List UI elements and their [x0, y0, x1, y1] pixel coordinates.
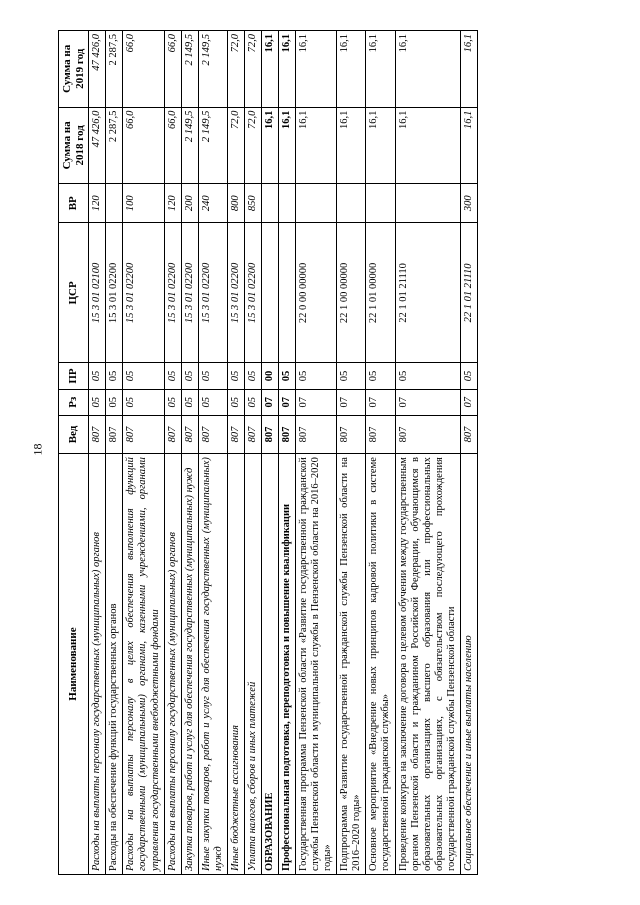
- table-row: [296, 31, 337, 875]
- cell-sum-2018: 16,1: [366, 107, 395, 184]
- cell-ved: 807: [181, 415, 198, 453]
- cell-rz: 07: [366, 389, 395, 415]
- table-row: [279, 31, 296, 875]
- cell-name: ОБРАЗОВАНИЕ: [261, 454, 278, 875]
- cell-rz: 05: [106, 389, 123, 415]
- cell-name: Расходы на выплаты персоналу в целях обеспечения выполнения функций государственными (муниципальными) органами, казенными учреждениями, органами управления государственными внебюджетными фондами: [123, 454, 164, 875]
- cell-vr: 200: [181, 184, 198, 223]
- cell-pr: 05: [198, 363, 227, 389]
- cell-sum-2018: 72,0: [244, 107, 261, 184]
- cell-name: Расходы на обеспечение функций государственных органов: [106, 454, 123, 875]
- cell-csr: 15 3 01 02200: [164, 223, 181, 363]
- cell-csr: [261, 223, 278, 363]
- table-row: [227, 31, 244, 875]
- cell-pr: 05: [296, 363, 337, 389]
- header-vr: ВР: [59, 184, 89, 223]
- cell-sum-2019: 66,0: [123, 31, 164, 108]
- cell-vr: 240: [198, 184, 227, 223]
- table-row: [89, 31, 106, 875]
- cell-rz: 05: [181, 389, 198, 415]
- table-row: [366, 31, 395, 875]
- table-row: [244, 31, 261, 875]
- header-rz: Рз: [59, 389, 89, 415]
- cell-name: Социальное обеспечение и иные выплаты населению: [460, 454, 477, 875]
- cell-ved: 807: [227, 415, 244, 453]
- cell-name: Профессиональная подготовка, переподготовка и повышение квалификации: [279, 454, 296, 875]
- cell-sum-2018: 66,0: [164, 107, 181, 184]
- table-body: [89, 31, 478, 875]
- table-row: [123, 31, 164, 875]
- cell-ved: 807: [395, 415, 460, 453]
- cell-ved: 807: [366, 415, 395, 453]
- cell-rz: 05: [244, 389, 261, 415]
- cell-csr: 15 3 01 02200: [198, 223, 227, 363]
- cell-csr: [279, 223, 296, 363]
- cell-ved: 807: [106, 415, 123, 453]
- cell-ved: 807: [296, 415, 337, 453]
- cell-rz: 05: [123, 389, 164, 415]
- table-header: [59, 31, 89, 875]
- page-number: 18: [30, 443, 45, 456]
- cell-pr: 05: [395, 363, 460, 389]
- cell-rz: 05: [89, 389, 106, 415]
- cell-sum-2019: 72,0: [227, 31, 244, 108]
- cell-csr: 15 3 01 02200: [181, 223, 198, 363]
- cell-sum-2019: 2 287,5: [106, 31, 123, 108]
- cell-ved: 807: [244, 415, 261, 453]
- cell-csr: 15 3 01 02200: [244, 223, 261, 363]
- cell-csr: 15 3 01 02200: [227, 223, 244, 363]
- cell-rz: 05: [164, 389, 181, 415]
- table-row: [395, 31, 460, 875]
- cell-csr: 15 3 01 02200: [106, 223, 123, 363]
- table-row: [181, 31, 198, 875]
- cell-sum-2019: 16,1: [261, 31, 278, 108]
- cell-name: Расходы на выплаты персоналу государственных (муниципальных) органов: [164, 454, 181, 875]
- cell-sum-2019: 72,0: [244, 31, 261, 108]
- cell-vr: 850: [244, 184, 261, 223]
- cell-sum-2018: 16,1: [395, 107, 460, 184]
- table-row: [261, 31, 278, 875]
- cell-rz: 05: [198, 389, 227, 415]
- cell-vr: [337, 184, 366, 223]
- cell-pr: 05: [460, 363, 477, 389]
- cell-pr: 05: [244, 363, 261, 389]
- cell-sum-2018: 2 149,5: [198, 107, 227, 184]
- cell-pr: 05: [366, 363, 395, 389]
- cell-name: Иные бюджетные ассигнования: [227, 454, 244, 875]
- budget-table-container: [58, 30, 620, 875]
- cell-sum-2019: 66,0: [164, 31, 181, 108]
- cell-ved: 807: [123, 415, 164, 453]
- cell-sum-2018: 47 426,0: [89, 107, 106, 184]
- cell-sum-2019: 16,1: [337, 31, 366, 108]
- cell-pr: 05: [164, 363, 181, 389]
- cell-vr: 120: [89, 184, 106, 223]
- header-sum-2019: Сумма на 2019 год: [59, 31, 89, 108]
- cell-vr: [261, 184, 278, 223]
- cell-csr: 15 3 01 02200: [123, 223, 164, 363]
- cell-vr: 800: [227, 184, 244, 223]
- cell-pr: 05: [106, 363, 123, 389]
- cell-name: Иные закупки товаров, работ и услуг для обеспечения государственных (муниципальных) нужд: [198, 454, 227, 875]
- cell-sum-2019: 16,1: [296, 31, 337, 108]
- cell-sum-2018: 72,0: [227, 107, 244, 184]
- cell-ved: 807: [279, 415, 296, 453]
- cell-csr: 15 3 01 02100: [89, 223, 106, 363]
- cell-sum-2018: 16,1: [279, 107, 296, 184]
- cell-sum-2018: 2 149,5: [181, 107, 198, 184]
- cell-csr: 22 1 01 21110: [395, 223, 460, 363]
- cell-pr: 05: [123, 363, 164, 389]
- cell-ved: 807: [198, 415, 227, 453]
- cell-name: Подпрограмма «Развитие государственной гражданской службы Пензенской области на 2016–2020 годы»: [337, 454, 366, 875]
- cell-sum-2018: 2 287,5: [106, 107, 123, 184]
- header-row: [59, 31, 89, 875]
- table-row: [198, 31, 227, 875]
- cell-sum-2019: 16,1: [460, 31, 477, 108]
- cell-pr: 05: [227, 363, 244, 389]
- cell-pr: 05: [181, 363, 198, 389]
- cell-rz: 07: [337, 389, 366, 415]
- cell-pr: 05: [279, 363, 296, 389]
- cell-vr: 100: [123, 184, 164, 223]
- cell-vr: [279, 184, 296, 223]
- cell-vr: 120: [164, 184, 181, 223]
- header-sum-2018: Сумма на 2018 год: [59, 107, 89, 184]
- cell-name: Основное мероприятие «Внедрение новых принципов кадровой политики в системе государственной гражданской службы»: [366, 454, 395, 875]
- table-row: [460, 31, 477, 875]
- cell-sum-2018: 16,1: [460, 107, 477, 184]
- header-ved: Вед: [59, 415, 89, 453]
- cell-csr: 22 1 01 00000: [366, 223, 395, 363]
- cell-sum-2019: 16,1: [366, 31, 395, 108]
- cell-sum-2019: 16,1: [279, 31, 296, 108]
- cell-sum-2019: 2 149,5: [181, 31, 198, 108]
- header-csr: ЦСР: [59, 223, 89, 363]
- cell-vr: [106, 184, 123, 223]
- cell-pr: 05: [337, 363, 366, 389]
- cell-sum-2019: 2 149,5: [198, 31, 227, 108]
- cell-rz: 07: [296, 389, 337, 415]
- cell-rz: 07: [261, 389, 278, 415]
- table-row: [164, 31, 181, 875]
- cell-name: Государственная программа Пензенской области «Развитие государственной гражданской службы Пензенской области и муниципальной службы в Пензенской области на 2016–2020 годы»: [296, 454, 337, 875]
- cell-vr: 300: [460, 184, 477, 223]
- cell-rz: 07: [279, 389, 296, 415]
- cell-name: Расходы на выплаты персоналу государственных (муниципальных) органов: [89, 454, 106, 875]
- cell-ved: 807: [261, 415, 278, 453]
- cell-name: Проведение конкурса на заключение договора о целевом обучении между государственным органом Пензенской области и гражданином Российской Федерации, обучающимся в образовательных организациях высшего образования или профессиональных образовательных организациях, с обязательством последующего прохождения государственной гражданской службы Пензенской области: [395, 454, 460, 875]
- cell-ved: 807: [460, 415, 477, 453]
- cell-rz: 05: [227, 389, 244, 415]
- cell-name: Уплата налогов, сборов и иных платежей: [244, 454, 261, 875]
- cell-ved: 807: [89, 415, 106, 453]
- cell-vr: [366, 184, 395, 223]
- cell-name: Закупка товаров, работ и услуг для обеспечения государственных (муниципальных) нужд: [181, 454, 198, 875]
- cell-vr: [395, 184, 460, 223]
- cell-sum-2019: 16,1: [395, 31, 460, 108]
- cell-sum-2018: 66,0: [123, 107, 164, 184]
- cell-sum-2018: 16,1: [337, 107, 366, 184]
- cell-csr: 22 1 01 21110: [460, 223, 477, 363]
- cell-csr: 22 0 00 00000: [296, 223, 337, 363]
- cell-vr: [296, 184, 337, 223]
- cell-sum-2019: 47 426,0: [89, 31, 106, 108]
- cell-ved: 807: [337, 415, 366, 453]
- table-row: [337, 31, 366, 875]
- header-name: Наименование: [59, 454, 89, 875]
- cell-ved: 807: [164, 415, 181, 453]
- cell-pr: 00: [261, 363, 278, 389]
- table-row: [106, 31, 123, 875]
- cell-sum-2018: 16,1: [261, 107, 278, 184]
- budget-table: [58, 30, 478, 875]
- cell-sum-2018: 16,1: [296, 107, 337, 184]
- header-pr: ПР: [59, 363, 89, 389]
- cell-csr: 22 1 00 00000: [337, 223, 366, 363]
- cell-pr: 05: [89, 363, 106, 389]
- cell-rz: 07: [460, 389, 477, 415]
- cell-rz: 07: [395, 389, 460, 415]
